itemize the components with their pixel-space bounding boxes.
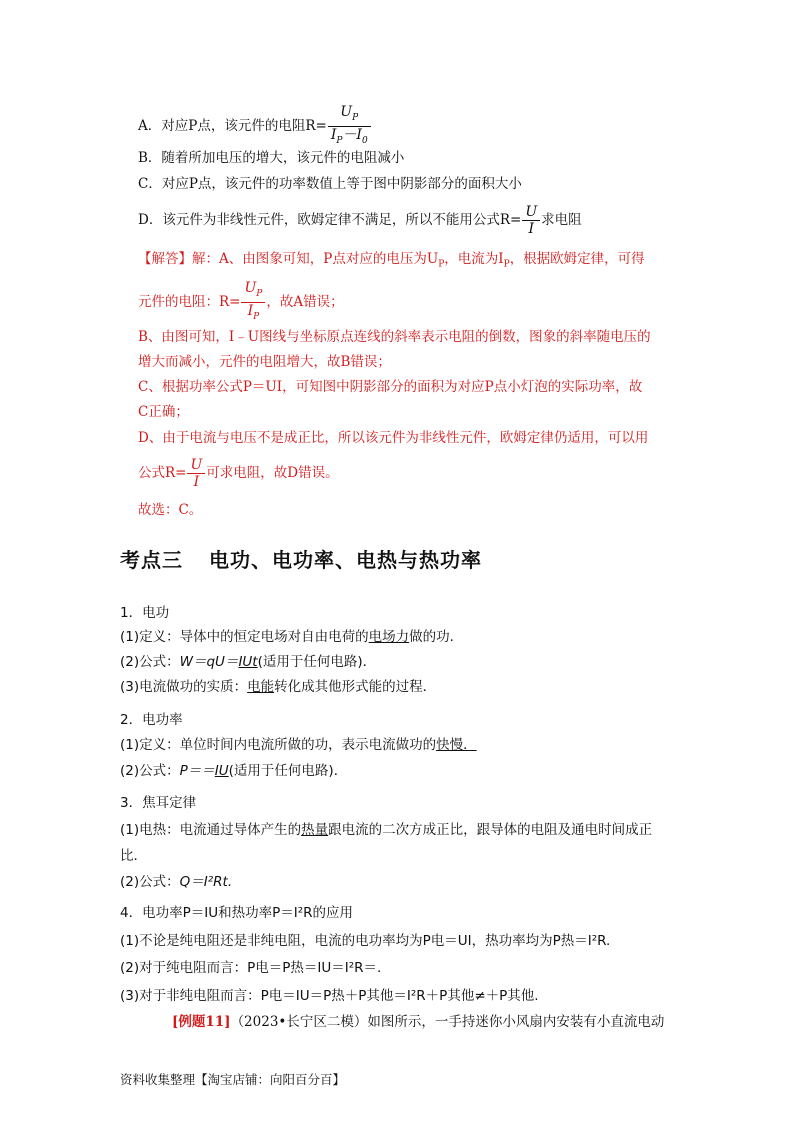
- answer-conclusion: 故选：C。: [138, 502, 203, 518]
- note-7: (2)公式：P＝＝IU(适用于任何电路)．: [120, 763, 348, 779]
- answer-fraction-a: $\frac{U_P}{I_P}$: [241, 280, 265, 325]
- answer-line-4: 增大而减小，元件的电阻增大，故B错误；: [138, 354, 391, 370]
- example-text: （2023•长宁区二模）如图所示，一手持迷你小风扇内安装有小直流电动: [230, 1014, 665, 1030]
- option-c: C．对应P点，该元件的功率数值上等于图中阴影部分的面积大小: [138, 176, 522, 192]
- answer-line-5: C、根据功率公式P＝UI，可知图中阴影部分的面积为对应P点小灯泡的实际功率，故: [138, 379, 643, 395]
- example-11: [172, 1012, 664, 1032]
- note-10: 比．: [120, 848, 147, 864]
- note-11: (2)公式：Q＝I²Rt.: [120, 874, 233, 890]
- note-13: (1)不论是纯电阻还是非纯电阻，电流的电功率均为P电＝UI，热功率均为P热＝I²R.: [120, 933, 611, 949]
- note-6: (1)定义：单位时间内电流所做的功，表示电流做功的快慢．: [120, 737, 477, 753]
- note-14: (2)对于纯电阻而言：P电＝P热＝IU＝I²R＝.: [120, 960, 382, 976]
- note-1: 1．电功: [120, 605, 170, 621]
- note-3: (2)公式：W＝qU＝IUt(适用于任何电路)．: [120, 654, 377, 670]
- example-tag: [例题11]: [172, 1014, 231, 1030]
- note-8: 3．焦耳定律: [120, 795, 197, 811]
- answer-fraction-d: $\frac{U}{I}$: [187, 457, 205, 490]
- answer-line-2: 元件的电阻：R= $\frac{U_P}{I_P}$ ，故A错误；: [138, 280, 344, 325]
- note-12: 4．电功率P＝IU和热功率P＝I²R的应用: [120, 905, 354, 921]
- option-a: [138, 104, 372, 149]
- note-15: (3)对于非纯电阻而言：P电＝IU＝P热＋P其他＝I²R＋P其他≠＋P其他.: [120, 988, 539, 1004]
- section-heading: 考点三 电功、电功率、电热与热功率: [120, 548, 482, 572]
- option-a-fraction: $\frac{U_P}{I_P-I_0}$: [328, 104, 371, 149]
- note-9: (1)电热：电流通过导体产生的热量跟电流的二次方成正比，跟导体的电阻及通电时间成正: [120, 822, 653, 838]
- option-d-fraction: $\frac{U}{I}$: [522, 204, 540, 237]
- note-2: (1)定义：导体中的恒定电场对自由电荷的电场力做的功．: [120, 629, 464, 645]
- answer-line-8: 公式R= $\frac{U}{I}$ 可求电阻，故D错误。: [138, 457, 339, 490]
- answer-line-7: D、由于电流与电压不是成正比，所以该元件为非线性元件，欧姆定律仍适用，可以用: [138, 430, 649, 446]
- note-4: (3)电流做功的实质：电能转化成其他形式能的过程．: [120, 679, 437, 695]
- option-b: B．随着所加电压的增大，该元件的电阻减小: [138, 150, 405, 166]
- option-d: D．该元件为非线性元件，欧姆定律不满足，所以不能用公式R= $\frac{U}{I}$ 求电阻: [138, 204, 582, 237]
- note-5: 2．电功率: [120, 712, 183, 728]
- answer-line-1: 【解答】解：A、由图象可知，P点对应的电压为$U_P$，电流为$I_P$，根据欧姆定律，可得: [138, 251, 645, 270]
- answer-line-3: B、由图可知，I﹣U图线与坐标原点连线的斜率表示电阻的倒数，图象的斜率随电压的: [138, 329, 651, 345]
- answer-line-6: C正确；: [138, 404, 189, 420]
- footer-note: 资料收集整理【淘宝店铺：向阳百分百】: [120, 1072, 346, 1087]
- option-a-text: A．对应P点，该元件的电阻R=: [138, 117, 327, 134]
